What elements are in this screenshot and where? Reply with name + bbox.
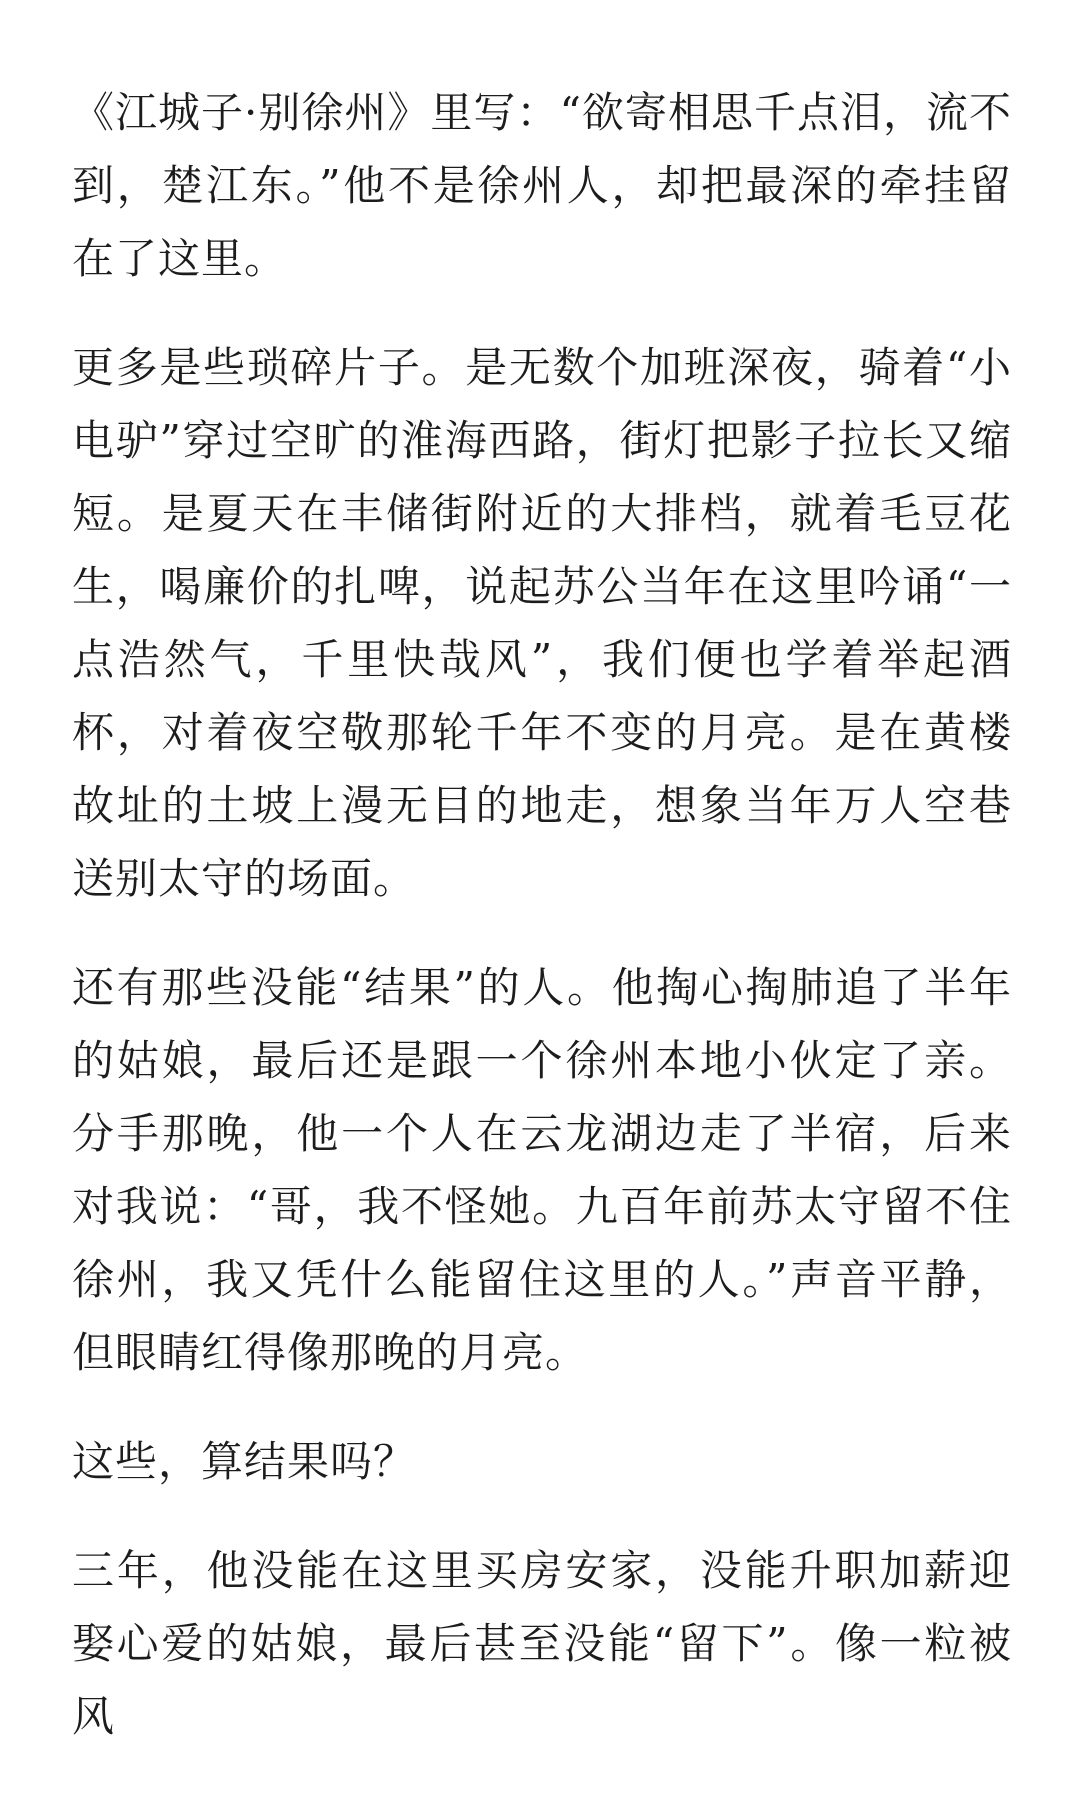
paragraph-5: 三年，他没能在这里买房安家，没能升职加薪迎娶心爱的姑娘，最后甚至没能“留下”。像一粒被风: [72, 1546, 1012, 1741]
paragraph-2: 更多是些琐碎片子。是无数个加班深夜，骑着“小电驴”穿过空旷的淮海西路，街灯把影子拉长又缩短。是夏天在丰储街附近的大排档，就着毛豆花生，喝廉价的扎啤，说起苏公当年在这里吟诵“一点浩然气，千里快哉风”，我们便也学着举起酒杯，对着夜空敬那轮千年不变的月亮。是在黄楼故址的土坡上漫无目的地走，想象当年万人空巷送别太守的场面。: [72, 343, 1012, 903]
article-body: [72, 76, 1012, 1789]
paragraph-1: 《江城子·别徐州》里写：“欲寄相思千点泪，流不到，楚江东。”他不是徐州人，却把最深的牵挂留在了这里。: [72, 88, 1012, 283]
paragraph-3: 还有那些没能“结果”的人。他掏心掏肺追了半年的姑娘，最后还是跟一个徐州本地小伙定了亲。分手那晚，他一个人在云龙湖边走了半宿，后来对我说：“哥，我不怪她。九百年前苏太守留不住徐州，我又凭什么能留住这里的人。”声音平静，但眼睛红得像那晚的月亮。: [72, 963, 1012, 1377]
paragraph-4: 这些，算结果吗？: [72, 1437, 417, 1486]
